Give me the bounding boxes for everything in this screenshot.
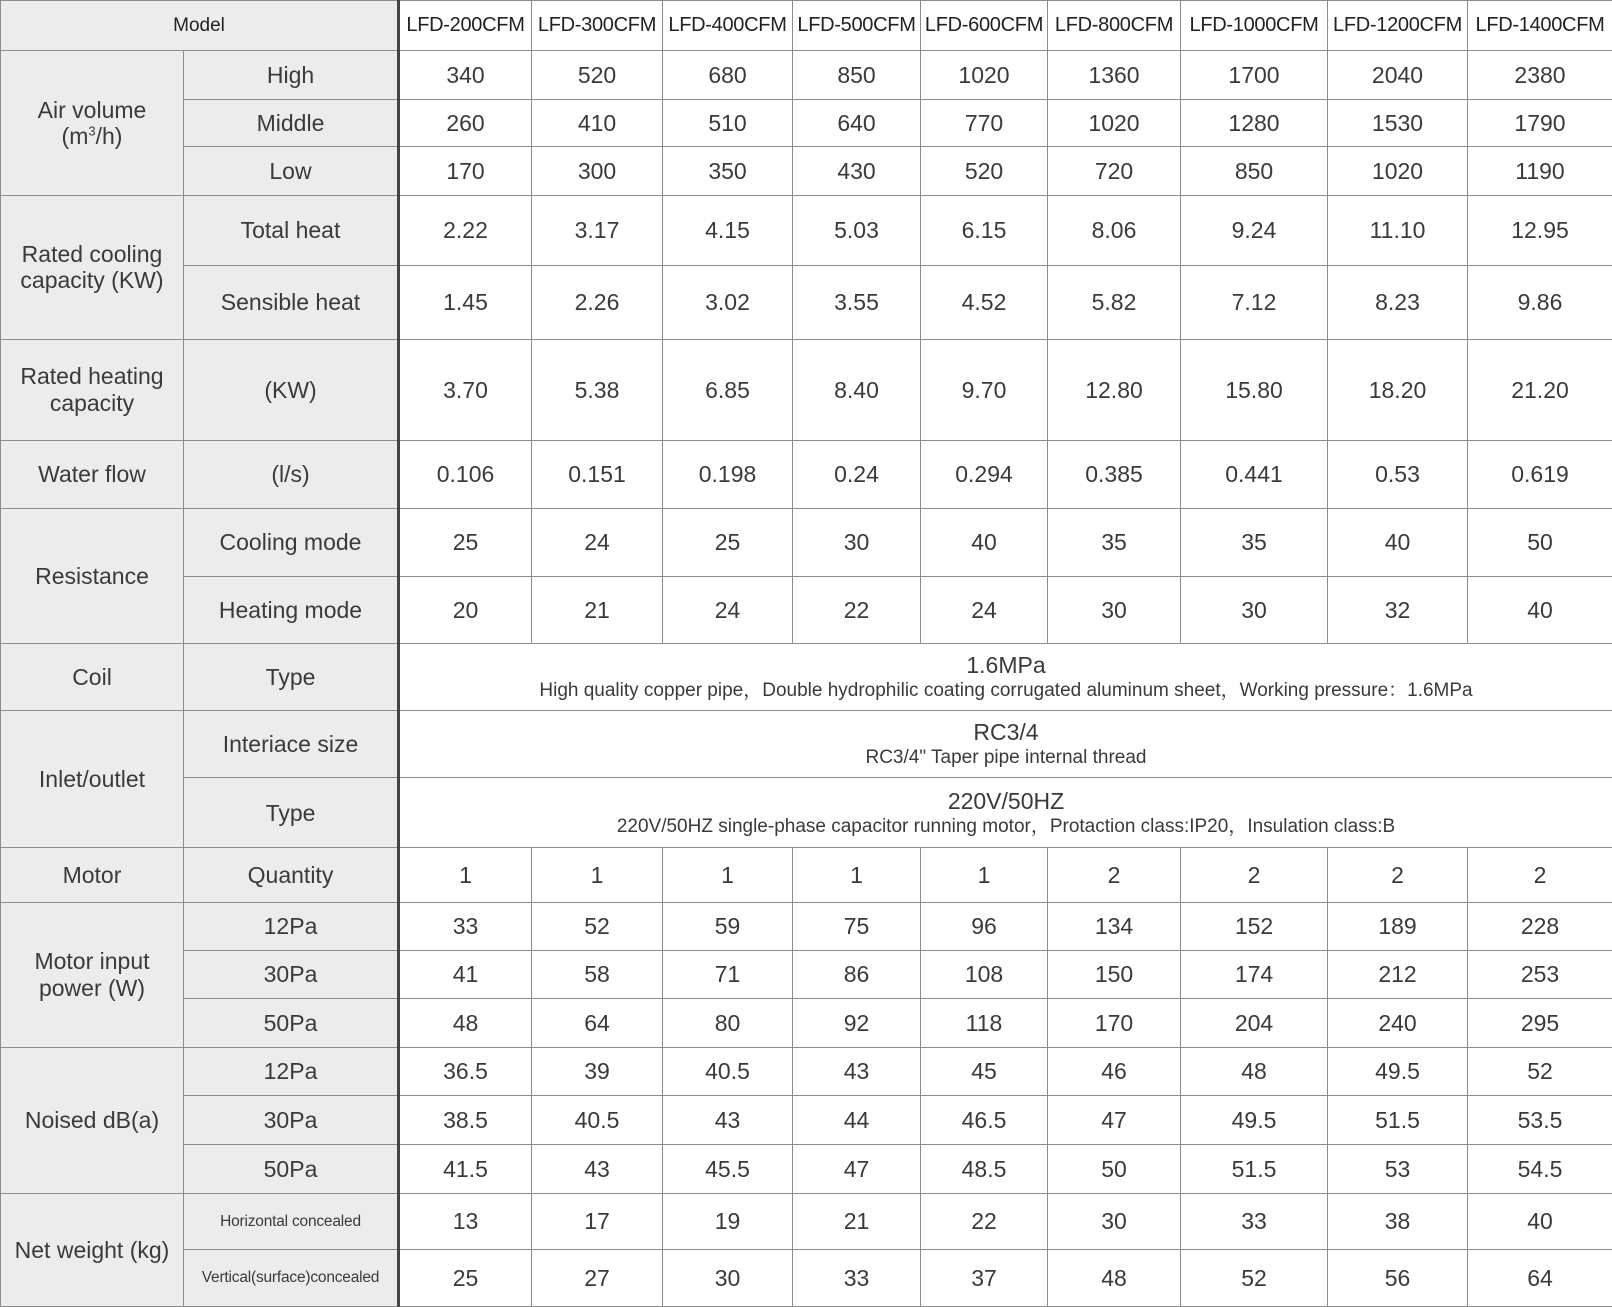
header-row bbox=[1, 1, 1612, 51]
net-weight-label: Net weight (kg) bbox=[1, 1193, 184, 1306]
cell: 12.95 bbox=[1468, 195, 1612, 266]
cell: 8.40 bbox=[793, 339, 921, 440]
cell: 2 bbox=[1181, 848, 1328, 902]
cell: 0.619 bbox=[1468, 440, 1612, 509]
cell: 33 bbox=[399, 902, 532, 950]
cell: 1020 bbox=[921, 51, 1048, 99]
cell: 53 bbox=[1328, 1144, 1468, 1193]
cell: 25 bbox=[663, 509, 793, 577]
cell: 1530 bbox=[1328, 99, 1468, 146]
cell: 37 bbox=[921, 1250, 1048, 1307]
row-label: Cooling mode bbox=[184, 509, 399, 577]
model-header: LFD-400CFM bbox=[663, 1, 793, 51]
motor-power-label: Motor input power (W) bbox=[1, 902, 184, 1047]
cell: 48 bbox=[399, 999, 532, 1047]
cell: 41 bbox=[399, 950, 532, 998]
power-12-row bbox=[1, 902, 1612, 950]
cell: 850 bbox=[793, 51, 921, 99]
cell: 21.20 bbox=[1468, 339, 1612, 440]
cell: 59 bbox=[663, 902, 793, 950]
cell: 11.10 bbox=[1328, 195, 1468, 266]
inlet-outlet-label: Inlet/outlet bbox=[1, 710, 184, 847]
cell: 40 bbox=[921, 509, 1048, 577]
cell: 50 bbox=[1048, 1144, 1181, 1193]
cell: 2.22 bbox=[399, 195, 532, 266]
cell: 520 bbox=[532, 51, 663, 99]
cell: 50 bbox=[1468, 509, 1612, 577]
cell: 770 bbox=[921, 99, 1048, 146]
cell: 0.198 bbox=[663, 440, 793, 509]
cell: 27 bbox=[532, 1250, 663, 1307]
cell: 720 bbox=[1048, 147, 1181, 195]
cell: 2380 bbox=[1468, 51, 1612, 99]
cell: 36.5 bbox=[399, 1047, 532, 1095]
cell: 39 bbox=[532, 1047, 663, 1095]
cell: 212 bbox=[1328, 950, 1468, 998]
cell: 2.26 bbox=[532, 266, 663, 340]
cell: 33 bbox=[1181, 1193, 1328, 1249]
noise-12-row bbox=[1, 1047, 1612, 1095]
row-label: 30Pa bbox=[184, 1096, 399, 1144]
cell: 2 bbox=[1328, 848, 1468, 902]
cell: 5.38 bbox=[532, 339, 663, 440]
cell: 19 bbox=[663, 1193, 793, 1249]
cell: 8.23 bbox=[1328, 266, 1468, 340]
cell: 174 bbox=[1181, 950, 1328, 998]
cell: 410 bbox=[532, 99, 663, 146]
cell: 4.52 bbox=[921, 266, 1048, 340]
cell: 240 bbox=[1328, 999, 1468, 1047]
cell: 21 bbox=[532, 576, 663, 644]
cell: 204 bbox=[1181, 999, 1328, 1047]
cell: 30 bbox=[793, 509, 921, 577]
weight-v-row bbox=[1, 1250, 1612, 1307]
cell: 9.86 bbox=[1468, 266, 1612, 340]
row-label: Type bbox=[184, 644, 399, 711]
cell: 25 bbox=[399, 509, 532, 577]
cell: 64 bbox=[1468, 1250, 1612, 1307]
cell: 92 bbox=[793, 999, 921, 1047]
cell: 46 bbox=[1048, 1047, 1181, 1095]
heating-capacity-label: Rated heating capacity bbox=[1, 339, 184, 440]
cell: 1 bbox=[532, 848, 663, 902]
row-label: Interiace size bbox=[184, 710, 399, 778]
cell: 40 bbox=[1328, 509, 1468, 577]
cell: 260 bbox=[399, 99, 532, 146]
cell: 40.5 bbox=[532, 1096, 663, 1144]
cell: 43 bbox=[663, 1096, 793, 1144]
cell: 295 bbox=[1468, 999, 1612, 1047]
row-label: 50Pa bbox=[184, 999, 399, 1047]
cell: 1 bbox=[921, 848, 1048, 902]
motor-voltage: 220V/50HZ bbox=[947, 787, 1065, 814]
cell: 9.70 bbox=[921, 339, 1048, 440]
cell: 48.5 bbox=[921, 1144, 1048, 1193]
coil-row bbox=[1, 644, 1612, 711]
cell: 43 bbox=[532, 1144, 663, 1193]
cell: 1790 bbox=[1468, 99, 1612, 146]
cooling-capacity-label: Rated cooling capacity (KW) bbox=[1, 195, 184, 339]
cell: 64 bbox=[532, 999, 663, 1047]
interface-row bbox=[1, 710, 1612, 778]
cell: 0.106 bbox=[399, 440, 532, 509]
cell: 13 bbox=[399, 1193, 532, 1249]
motor-type-spec bbox=[399, 778, 1612, 848]
motor-qty-row bbox=[1, 848, 1612, 902]
cell: 40 bbox=[1468, 576, 1612, 644]
air-volume-unit: $(m^3/h)$ bbox=[61, 123, 123, 150]
row-label: (KW) bbox=[184, 339, 399, 440]
cell: 35 bbox=[1181, 509, 1328, 577]
cell: 51.5 bbox=[1328, 1096, 1468, 1144]
cell: 0.24 bbox=[793, 440, 921, 509]
cool-sensible-row bbox=[1, 266, 1612, 340]
cell: 189 bbox=[1328, 902, 1468, 950]
model-header: LFD-500CFM bbox=[793, 1, 921, 51]
cell: 1190 bbox=[1468, 147, 1612, 195]
row-label: Vertical(surface)concealed bbox=[184, 1250, 399, 1307]
cell: 5.03 bbox=[793, 195, 921, 266]
cell: 3.02 bbox=[663, 266, 793, 340]
cell: 25 bbox=[399, 1250, 532, 1307]
row-label: 12Pa bbox=[184, 902, 399, 950]
cell: 18.20 bbox=[1328, 339, 1468, 440]
cell: 108 bbox=[921, 950, 1048, 998]
cell: 340 bbox=[399, 51, 532, 99]
cell: 2 bbox=[1048, 848, 1181, 902]
cell: 2 bbox=[1468, 848, 1612, 902]
air-volume-label bbox=[1, 51, 184, 195]
cell: 5.82 bbox=[1048, 266, 1181, 340]
motor-label: Motor bbox=[1, 848, 184, 902]
cell: 24 bbox=[921, 576, 1048, 644]
air-high-row bbox=[1, 51, 1612, 99]
interface-size: RC3/4 bbox=[973, 719, 1039, 746]
row-label: 12Pa bbox=[184, 1047, 399, 1095]
cell: 53.5 bbox=[1468, 1096, 1612, 1144]
cell: 48 bbox=[1048, 1250, 1181, 1307]
cell: 30 bbox=[663, 1250, 793, 1307]
cell: 253 bbox=[1468, 950, 1612, 998]
cell: 48 bbox=[1181, 1047, 1328, 1095]
cell: 51.5 bbox=[1181, 1144, 1328, 1193]
row-label: Quantity bbox=[184, 848, 399, 902]
cell: 52 bbox=[532, 902, 663, 950]
cell: 1 bbox=[399, 848, 532, 902]
cell: 350 bbox=[663, 147, 793, 195]
cell: 150 bbox=[1048, 950, 1181, 998]
cell: 80 bbox=[663, 999, 793, 1047]
coil-label: Coil bbox=[1, 644, 184, 711]
noise-label: Noised dB(a) bbox=[1, 1047, 184, 1193]
cell: 0.53 bbox=[1328, 440, 1468, 509]
cell: 850 bbox=[1181, 147, 1328, 195]
power-50-row bbox=[1, 999, 1612, 1047]
row-label: 50Pa bbox=[184, 1144, 399, 1193]
air-middle-row bbox=[1, 99, 1612, 146]
weight-h-row bbox=[1, 1193, 1612, 1249]
cell: 2040 bbox=[1328, 51, 1468, 99]
cell: 45.5 bbox=[663, 1144, 793, 1193]
cell: 24 bbox=[532, 509, 663, 577]
cell: 170 bbox=[1048, 999, 1181, 1047]
cell: 4.15 bbox=[663, 195, 793, 266]
cell: 640 bbox=[793, 99, 921, 146]
motor-type-row bbox=[1, 778, 1612, 848]
cell: 6.85 bbox=[663, 339, 793, 440]
model-header: LFD-200CFM bbox=[399, 1, 532, 51]
row-label: Sensible heat bbox=[184, 266, 399, 340]
cell: 86 bbox=[793, 950, 921, 998]
resistance-label: Resistance bbox=[1, 509, 184, 644]
cell: 1360 bbox=[1048, 51, 1181, 99]
row-label: Low bbox=[184, 147, 399, 195]
cell: 24 bbox=[663, 576, 793, 644]
cell: 58 bbox=[532, 950, 663, 998]
cell: 0.441 bbox=[1181, 440, 1328, 509]
model-label: Model bbox=[1, 1, 399, 51]
cell: 43 bbox=[793, 1047, 921, 1095]
cell: 152 bbox=[1181, 902, 1328, 950]
cell: 1.45 bbox=[399, 266, 532, 340]
cell: 1 bbox=[793, 848, 921, 902]
cell: 41.5 bbox=[399, 1144, 532, 1193]
cell: 38.5 bbox=[399, 1096, 532, 1144]
cell: 228 bbox=[1468, 902, 1612, 950]
water-flow-row bbox=[1, 440, 1612, 509]
cell: 1020 bbox=[1328, 147, 1468, 195]
cell: 15.80 bbox=[1181, 339, 1328, 440]
coil-spec bbox=[399, 644, 1612, 711]
model-header: LFD-1400CFM bbox=[1468, 1, 1612, 51]
cell: 3.55 bbox=[793, 266, 921, 340]
cell: 520 bbox=[921, 147, 1048, 195]
heating-row bbox=[1, 339, 1612, 440]
cell: 45 bbox=[921, 1047, 1048, 1095]
cell: 1280 bbox=[1181, 99, 1328, 146]
cell: 9.24 bbox=[1181, 195, 1328, 266]
noise-50-row bbox=[1, 1144, 1612, 1193]
cell: 30 bbox=[1048, 576, 1181, 644]
cell: 47 bbox=[1048, 1096, 1181, 1144]
interface-description: RC3/4" Taper pipe internal thread bbox=[865, 747, 1147, 769]
cell: 12.80 bbox=[1048, 339, 1181, 440]
cell: 21 bbox=[793, 1193, 921, 1249]
cell: 75 bbox=[793, 902, 921, 950]
res-cooling-row bbox=[1, 509, 1612, 577]
res-heating-row bbox=[1, 576, 1612, 644]
cell: 680 bbox=[663, 51, 793, 99]
model-header: LFD-800CFM bbox=[1048, 1, 1181, 51]
cell: 22 bbox=[921, 1193, 1048, 1249]
cell: 170 bbox=[399, 147, 532, 195]
row-label: Type bbox=[184, 778, 399, 848]
cell: 0.294 bbox=[921, 440, 1048, 509]
cell: 32 bbox=[1328, 576, 1468, 644]
cell: 20 bbox=[399, 576, 532, 644]
power-30-row bbox=[1, 950, 1612, 998]
row-label: Total heat bbox=[184, 195, 399, 266]
row-label: Heating mode bbox=[184, 576, 399, 644]
cell: 3.70 bbox=[399, 339, 532, 440]
cell: 3.17 bbox=[532, 195, 663, 266]
cell: 300 bbox=[532, 147, 663, 195]
coil-pressure: 1.6MPa bbox=[966, 651, 1046, 678]
cell: 44 bbox=[793, 1096, 921, 1144]
cell: 52 bbox=[1468, 1047, 1612, 1095]
cell: 1700 bbox=[1181, 51, 1328, 99]
cell: 430 bbox=[793, 147, 921, 195]
cell: 46.5 bbox=[921, 1096, 1048, 1144]
model-header: LFD-300CFM bbox=[532, 1, 663, 51]
cell: 0.385 bbox=[1048, 440, 1181, 509]
cell: 1020 bbox=[1048, 99, 1181, 146]
cell: 52 bbox=[1181, 1250, 1328, 1307]
cell: 17 bbox=[532, 1193, 663, 1249]
row-label: High bbox=[184, 51, 399, 99]
cell: 40 bbox=[1468, 1193, 1612, 1249]
coil-description: High quality copper pipe，Double hydrophilic coating corrugated aluminum sheet，Working pressure：1.6MPa bbox=[539, 680, 1473, 702]
cell: 71 bbox=[663, 950, 793, 998]
model-header: LFD-600CFM bbox=[921, 1, 1048, 51]
cell: 7.12 bbox=[1181, 266, 1328, 340]
row-label: Horizontal concealed bbox=[184, 1193, 399, 1249]
cell: 56 bbox=[1328, 1250, 1468, 1307]
cell: 510 bbox=[663, 99, 793, 146]
air-volume-title: Air volume bbox=[37, 96, 147, 123]
interface-spec bbox=[399, 710, 1612, 778]
row-label: 30Pa bbox=[184, 950, 399, 998]
cell: 35 bbox=[1048, 509, 1181, 577]
cell: 40.5 bbox=[663, 1047, 793, 1095]
cell: 96 bbox=[921, 902, 1048, 950]
model-header: LFD-1200CFM bbox=[1328, 1, 1468, 51]
cell: 118 bbox=[921, 999, 1048, 1047]
row-label: (l/s) bbox=[184, 440, 399, 509]
noise-30-row bbox=[1, 1096, 1612, 1144]
water-flow-label: Water flow bbox=[1, 440, 184, 509]
row-label: Middle bbox=[184, 99, 399, 146]
cell: 33 bbox=[793, 1250, 921, 1307]
cell: 22 bbox=[793, 576, 921, 644]
motor-description: 220V/50HZ single-phase capacitor running motor，Protaction class:IP20，Insulation class:B bbox=[616, 816, 1396, 838]
model-header: LFD-1000CFM bbox=[1181, 1, 1328, 51]
cool-total-row bbox=[1, 195, 1612, 266]
cell: 134 bbox=[1048, 902, 1181, 950]
cell: 30 bbox=[1181, 576, 1328, 644]
cell: 30 bbox=[1048, 1193, 1181, 1249]
cell: 38 bbox=[1328, 1193, 1468, 1249]
air-low-row bbox=[1, 147, 1612, 195]
cell: 49.5 bbox=[1328, 1047, 1468, 1095]
cell: 6.15 bbox=[921, 195, 1048, 266]
cell: 8.06 bbox=[1048, 195, 1181, 266]
cell: 0.151 bbox=[532, 440, 663, 509]
cell: 47 bbox=[793, 1144, 921, 1193]
cell: 1 bbox=[663, 848, 793, 902]
cell: 54.5 bbox=[1468, 1144, 1612, 1193]
cell: 49.5 bbox=[1181, 1096, 1328, 1144]
